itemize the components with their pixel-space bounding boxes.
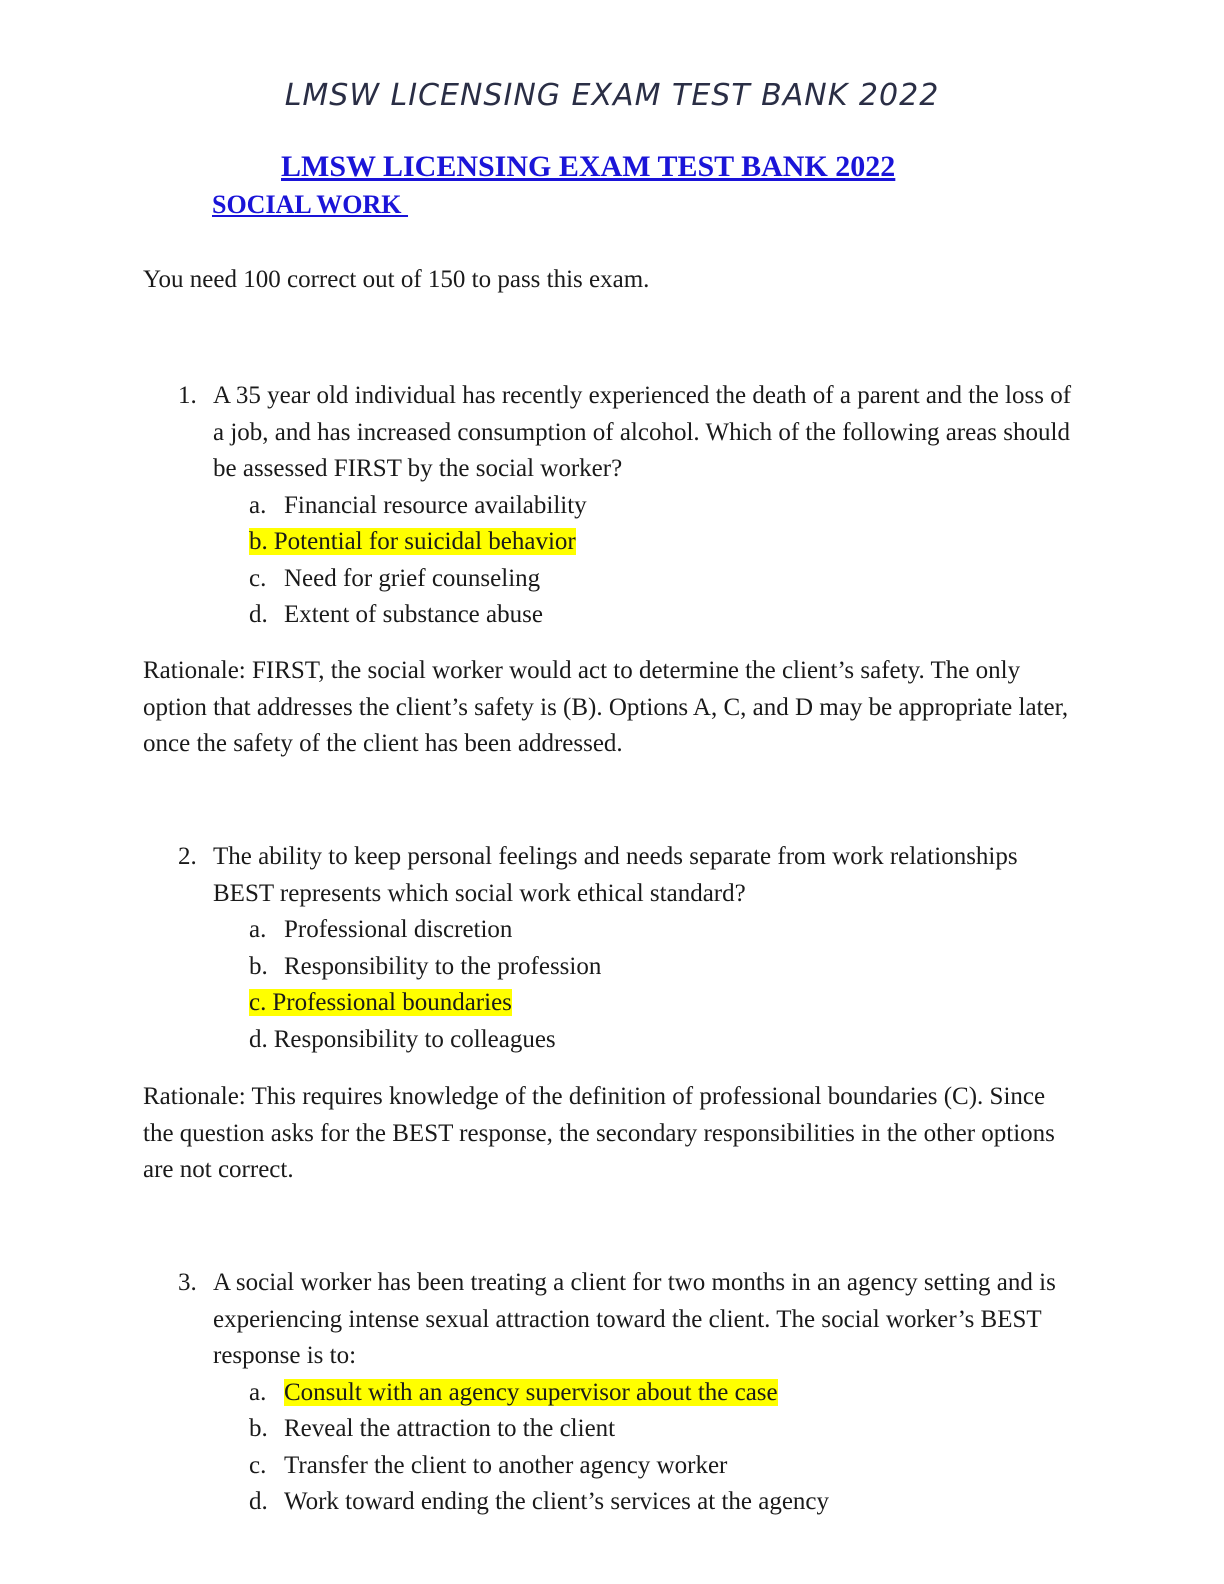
option-text: Work toward ending the client’s services at the agency	[284, 1488, 830, 1515]
option-c	[249, 1448, 1078, 1485]
option-letter: c.	[249, 989, 267, 1016]
option-letter: c.	[249, 1451, 267, 1479]
option-text: Extent of substance abuse	[284, 601, 543, 628]
option-text: Professional discretion	[284, 916, 513, 943]
question-text: A 35 year old individual has recently experienced the death of a parent and the loss of a job, and has increased consumption of alcohol. Which of the following areas should be assessed FIRST by the social worker?	[213, 382, 1072, 482]
option-letter: a.	[249, 491, 267, 519]
option-d	[249, 1022, 1078, 1059]
option-letter: a.	[249, 1378, 267, 1406]
option-d	[249, 1484, 1078, 1521]
document-subtitle-link[interactable]: SOCIAL WORK	[212, 190, 409, 219]
option-text: Responsibility to colleagues	[273, 1025, 556, 1053]
question-number: 3.	[178, 1269, 197, 1296]
answer-options	[249, 488, 1078, 634]
option-letter: c.	[249, 564, 267, 592]
question-text: The ability to keep personal feelings and needs separate from work relationships BEST represents which social work ethical standard?	[213, 843, 1018, 907]
rationale-2: Rationale: This requires knowledge of the definition of professional boundaries (C). Since the question asks for the BEST response, the secondary responsibilities in the other options are not correct.	[143, 1083, 1055, 1183]
option-d	[249, 597, 1078, 634]
option-text: Need for grief counseling	[284, 564, 541, 592]
option-text: Consult with an agency supervisor about the case	[284, 1378, 778, 1406]
option-b	[249, 1411, 1078, 1448]
option-text: Transfer the client to another agency worker	[284, 1451, 728, 1479]
answer-options	[249, 912, 1078, 1058]
question-1	[178, 378, 1078, 634]
question-text: A social worker has been treating a client for two months in an agency setting and is experiencing intense sexual attraction toward the client. The social worker’s BEST response is to:	[213, 1269, 1056, 1369]
option-text: Professional boundaries	[272, 989, 512, 1016]
header-title: LMSW LICENSING EXAM TEST BANK 2022	[284, 78, 940, 113]
option-a	[249, 912, 1078, 949]
rationale-1: Rationale: FIRST, the social worker would act to determine the client’s safety. The only option that addresses the client’s safety is (B). Options A, C, and D may be appropriate later, once the safety of the client has been addressed.	[143, 657, 1069, 757]
option-b-correct	[249, 524, 1078, 561]
option-b	[249, 949, 1078, 986]
option-letter: b.	[249, 528, 268, 555]
option-c-correct	[249, 985, 1078, 1022]
option-letter: b.	[249, 952, 268, 980]
option-letter: d.	[249, 601, 268, 628]
answer-options	[249, 1375, 1078, 1521]
option-c	[249, 561, 1078, 598]
question-3	[178, 1265, 1078, 1521]
question-number: 1.	[178, 382, 197, 409]
option-text: Potential for suicidal behavior	[273, 528, 576, 555]
question-2	[178, 839, 1078, 1058]
option-text: Responsibility to the profession	[284, 952, 602, 980]
question-number: 2.	[178, 843, 197, 870]
option-letter: b.	[249, 1415, 268, 1442]
option-letter: a.	[249, 916, 267, 943]
document-title-link[interactable]: LMSW LICENSING EXAM TEST BANK 2022	[281, 150, 896, 183]
intro-text: You need 100 correct out of 150 to pass this exam.	[143, 266, 650, 293]
option-a-correct	[249, 1375, 1078, 1412]
option-letter: d.	[249, 1025, 268, 1053]
option-letter: d.	[249, 1488, 268, 1515]
option-a	[249, 488, 1078, 525]
option-text: Financial resource availability	[284, 491, 587, 519]
option-text: Reveal the attraction to the client	[284, 1415, 616, 1442]
